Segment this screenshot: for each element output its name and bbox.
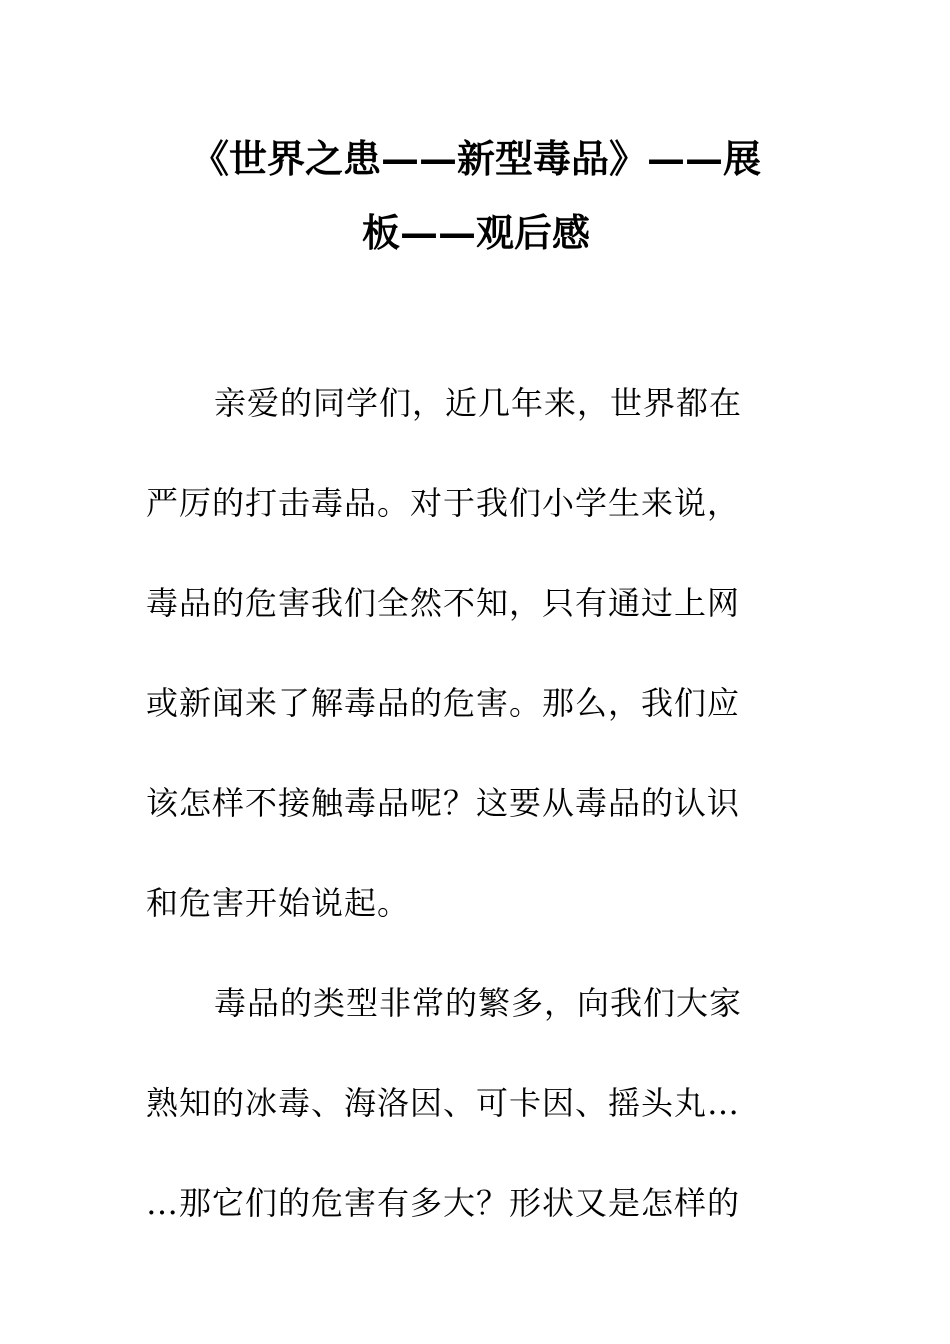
title-line-2: 板——观后感 — [361, 210, 590, 255]
paragraph-1-line-3: 毒品的危害我们全然不知，只有通过上网 — [146, 584, 741, 622]
paragraph-1-line-6: 和危害开始说起。 — [146, 884, 411, 922]
paragraph-1-line-1: 亲爱的同学们，近几年来，世界都在 — [214, 384, 743, 422]
paragraph-2-line-2: 熟知的冰毒、海洛因、可卡因、摇头丸… — [146, 1084, 741, 1122]
title-line-1: 《世界之患——新型毒品》——展 — [190, 136, 761, 181]
paragraph-1-line-4: 或新闻来了解毒品的危害。那么，我们应 — [146, 684, 741, 722]
paragraph-2-line-3: …那它们的危害有多大？形状又是怎样的 — [146, 1184, 741, 1222]
paragraph-1-line-2: 严厉的打击毒品。对于我们小学生来说， — [146, 484, 741, 522]
paragraph-2-line-1: 毒品的类型非常的繁多，向我们大家 — [214, 984, 743, 1022]
paragraph-1-line-5: 该怎样不接触毒品呢？这要从毒品的认识 — [146, 784, 741, 822]
